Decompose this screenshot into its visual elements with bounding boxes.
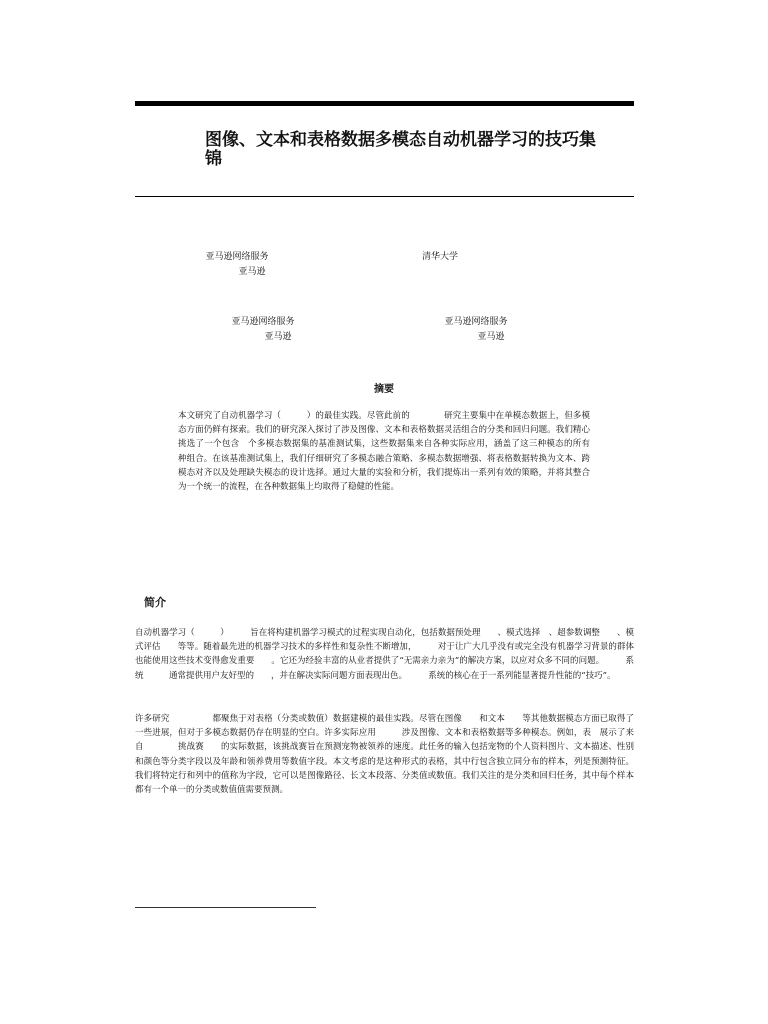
abstract-text: 本文研究了自动机器学习（ ）的最佳实践。尽管此前的 研究主要集中在单模态数据上，但多模态方面仍鲜有探索。我们的研究深入探讨了涉及图像、文本和表格数据灵活组合的分类和回归问题。我们精心挑选了一个包含 个多模态数据集的基准测试集，这些数据集来自各种实际应用，涵盖了这三种模态的所有 种组合。在该基准测试集上，我们仔细研究了多模态融合策略、多模态数据增强、将表格数据转换为文本、跨模态对齐以及处理缺失模态的设计选择。通过大量的实验和分析，我们提炼出一系列有效的策略，并将其整合为一个统一的流程，在各种数据集上均取得了稳健的性能。 [178,411,599,493]
author-org: 亚马逊 [477,332,505,342]
author-block-4 [416,315,536,345]
abstract-heading: 摘要 [374,384,394,395]
intro-paragraph-2: 许多研究 都聚焦于对表格（分类或数值）数据建模的最佳实践。尽管在图像 和文本 等其他数据模态方面已取得了一些进展，但对于多模态数据仍存在明显的空白。许多实际应用 涉及图像、文本和表格数据等多种模态。例如，表 展示了来自 挑战赛 的实际数据，该挑战赛旨在预测宠物被领养的速度。此任务的输入包括宠物的个人资料图片、文本描述、性别和颜色等分类字段以及年龄和领养费用等数值字段。本文考虑的是这种形式的表格，其中行包含独立同分布的样本，列是预测特征。我们将特定行和列中的值称为字段，它可以是图像路径、长文本段落、分类值或数值。我们关注的是分类和回归任务，其中每个样本都有一个单一的分类或数值值需要预测。 [135,714,634,796]
author-block-2 [400,250,480,265]
author-org: 亚马逊 [238,267,266,277]
author-org: 亚马逊 [264,332,292,342]
paper-title: 图像、文本和表格数据多模态自动机器学习的技巧集锦 [205,130,596,169]
author-affiliation: 亚马逊网络服务 [205,252,269,262]
intro-paragraph-1: 自动机器学习（ ） 旨在将构建机器学习模式的过程实现自动化，包括数据预处理 、模式选择 、超参数调整 、模式评估 等等。随着最先进的机器学习技术的多样性和复杂性不断增加， 对于让广大几乎没有或完全没有机器学习背景的群体也能使用这些技术变得愈发重要 。它还为经验丰富的从业者提供了“无需亲力亲为”的解决方案，以应对众多不同的问题。 系统 通常提供用户友好型的 ，并在解决实际问题方面表现出色。 系统的核心在于一系列能显著提升性能的“技巧”。 [135,628,634,681]
intro-heading: 简介 [144,596,166,609]
author-block-3 [203,315,323,345]
title-rule [135,196,634,197]
author-block-1 [177,250,297,280]
footnote-rule [135,907,316,908]
author-affiliation: 清华大学 [421,252,458,262]
top-rule [135,101,634,106]
author-affiliation: 亚马逊网络服务 [231,317,295,327]
author-affiliation: 亚马逊网络服务 [444,317,508,327]
